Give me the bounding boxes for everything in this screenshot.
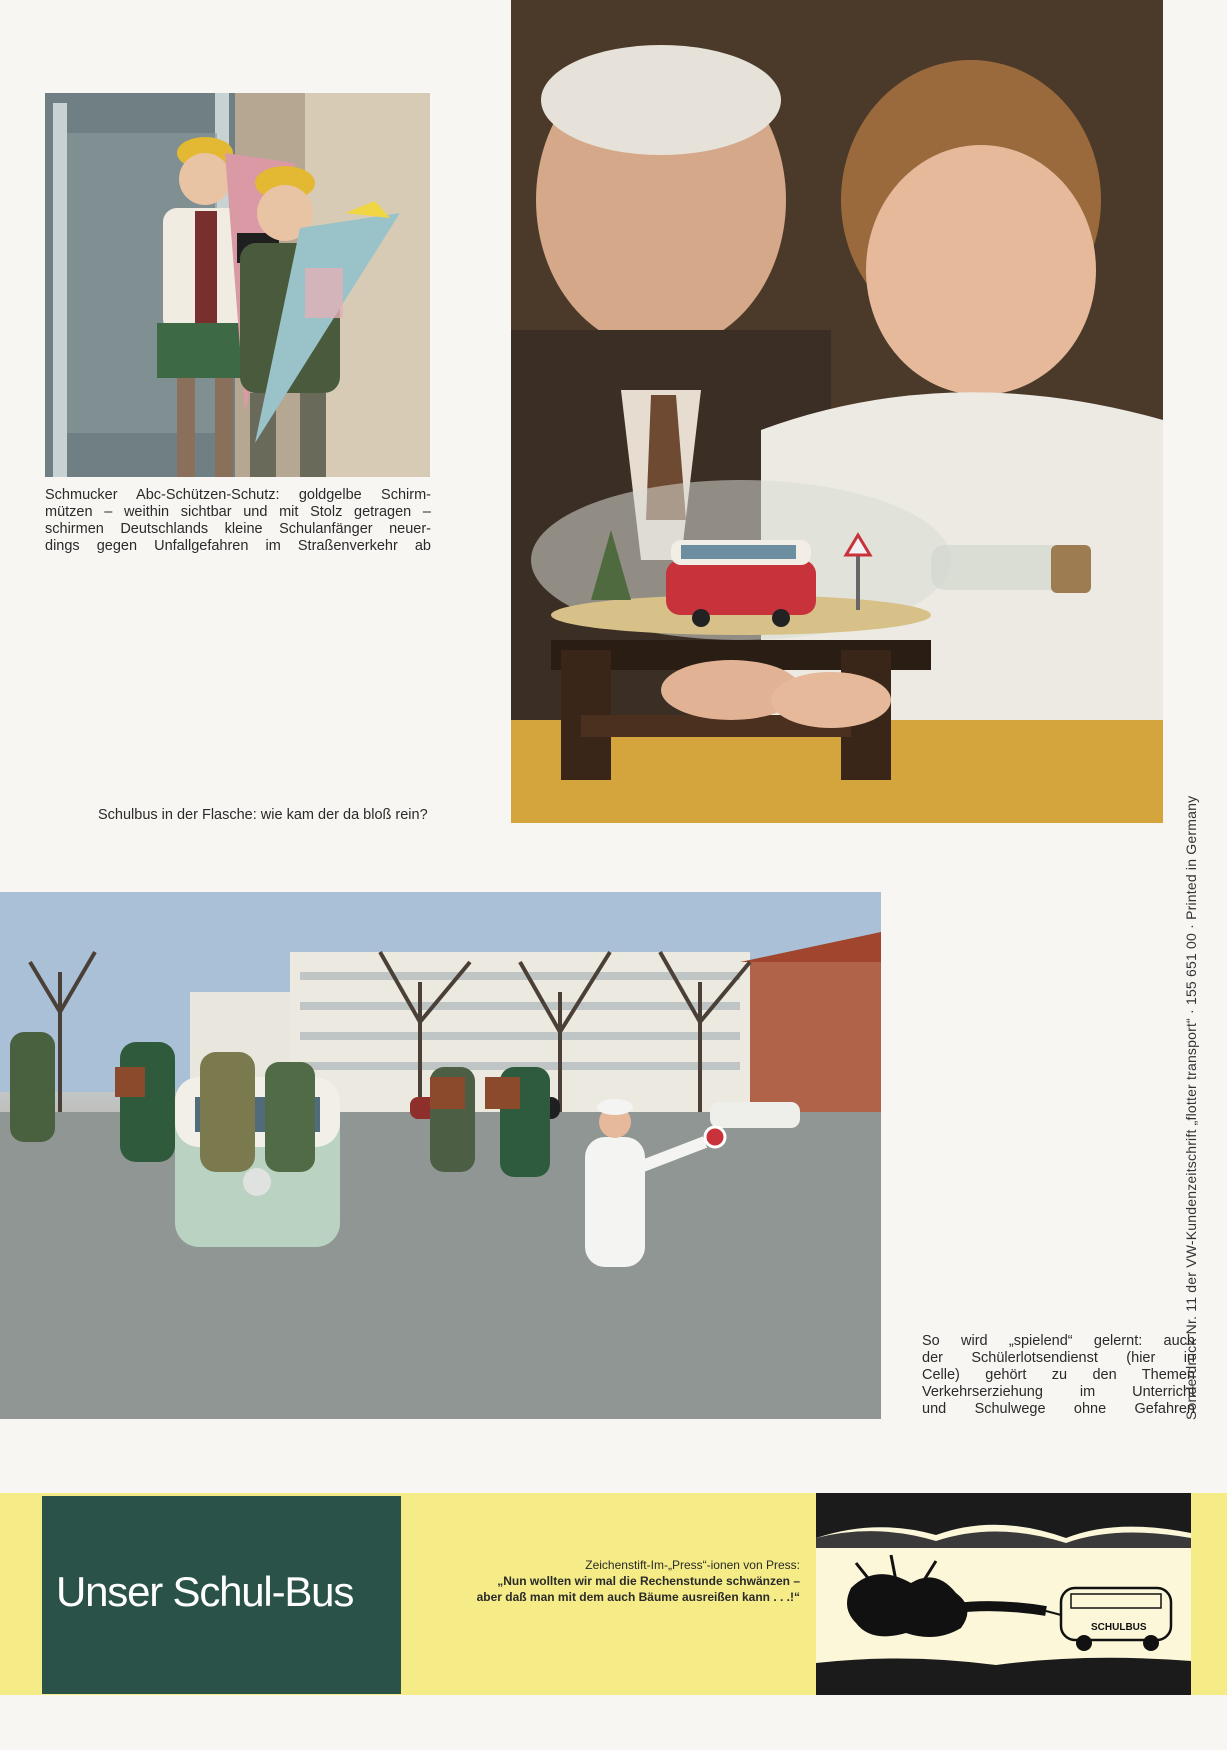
caption-school-crossing [922, 1333, 1195, 1418]
caption-line: und Schulwege ohne Gefahren [922, 1401, 1195, 1417]
photo-school-crossing-celle [0, 892, 881, 1419]
side-imprint: Sonderdruck Nr. 11 der VW-Kundenzeitschrift „flotter transport“ · 155 651 00 · Printed in Germany [1183, 795, 1199, 1420]
cartoon-bus-label: SCHULBUS [1091, 1622, 1147, 1633]
school-crossing-illustration [0, 892, 881, 1419]
caption-line: dings gegen Unfallgefahren im Straßenverkehr ab [45, 538, 431, 554]
caption-line: Schmucker Abc-Schützen-Schutz: goldgelbe Schirm- [45, 487, 431, 503]
caption-bus-in-bottle: Schulbus in der Flasche: wie kam der da bloß rein? [98, 807, 428, 823]
cartoon-caption-line: aber daß man mit dem auch Bäume ausreißen kann . . .!“ [476, 1590, 800, 1604]
caption-line: mützen – weithin sichtbar und mit Stolz getragen – [45, 504, 431, 520]
schoolchildren-illustration [45, 93, 430, 477]
caption-schoolchildren [45, 487, 431, 555]
photo-schoolchildren-with-cones [45, 93, 430, 477]
caption-line: Verkehrserziehung im Unterricht [922, 1384, 1195, 1400]
bus-in-bottle-illustration [511, 0, 1163, 823]
caption-line: der Schülerlotsendienst (hier in [922, 1350, 1195, 1366]
caption-line: Celle) gehört zu den Themen [922, 1367, 1195, 1383]
cartoon-illustration [816, 1493, 1191, 1695]
cartoon-schulbus-drawing [816, 1493, 1191, 1695]
caption-line: schirmen Deutschlands kleine Schulanfänger neuer- [45, 521, 431, 537]
cartoon-caption-line: „Nun wollten wir mal die Rechenstunde schwänzen – [497, 1574, 800, 1588]
page-title: Unser Schul-Bus [56, 1568, 354, 1615]
caption-line: So wird „spielend“ gelernt: auch [922, 1333, 1195, 1349]
cartoon-caption [420, 1557, 800, 1605]
photo-bus-in-bottle [511, 0, 1163, 823]
cartoon-caption-line: Zeichenstift-Im-„Press“-ionen von Press: [585, 1558, 800, 1572]
